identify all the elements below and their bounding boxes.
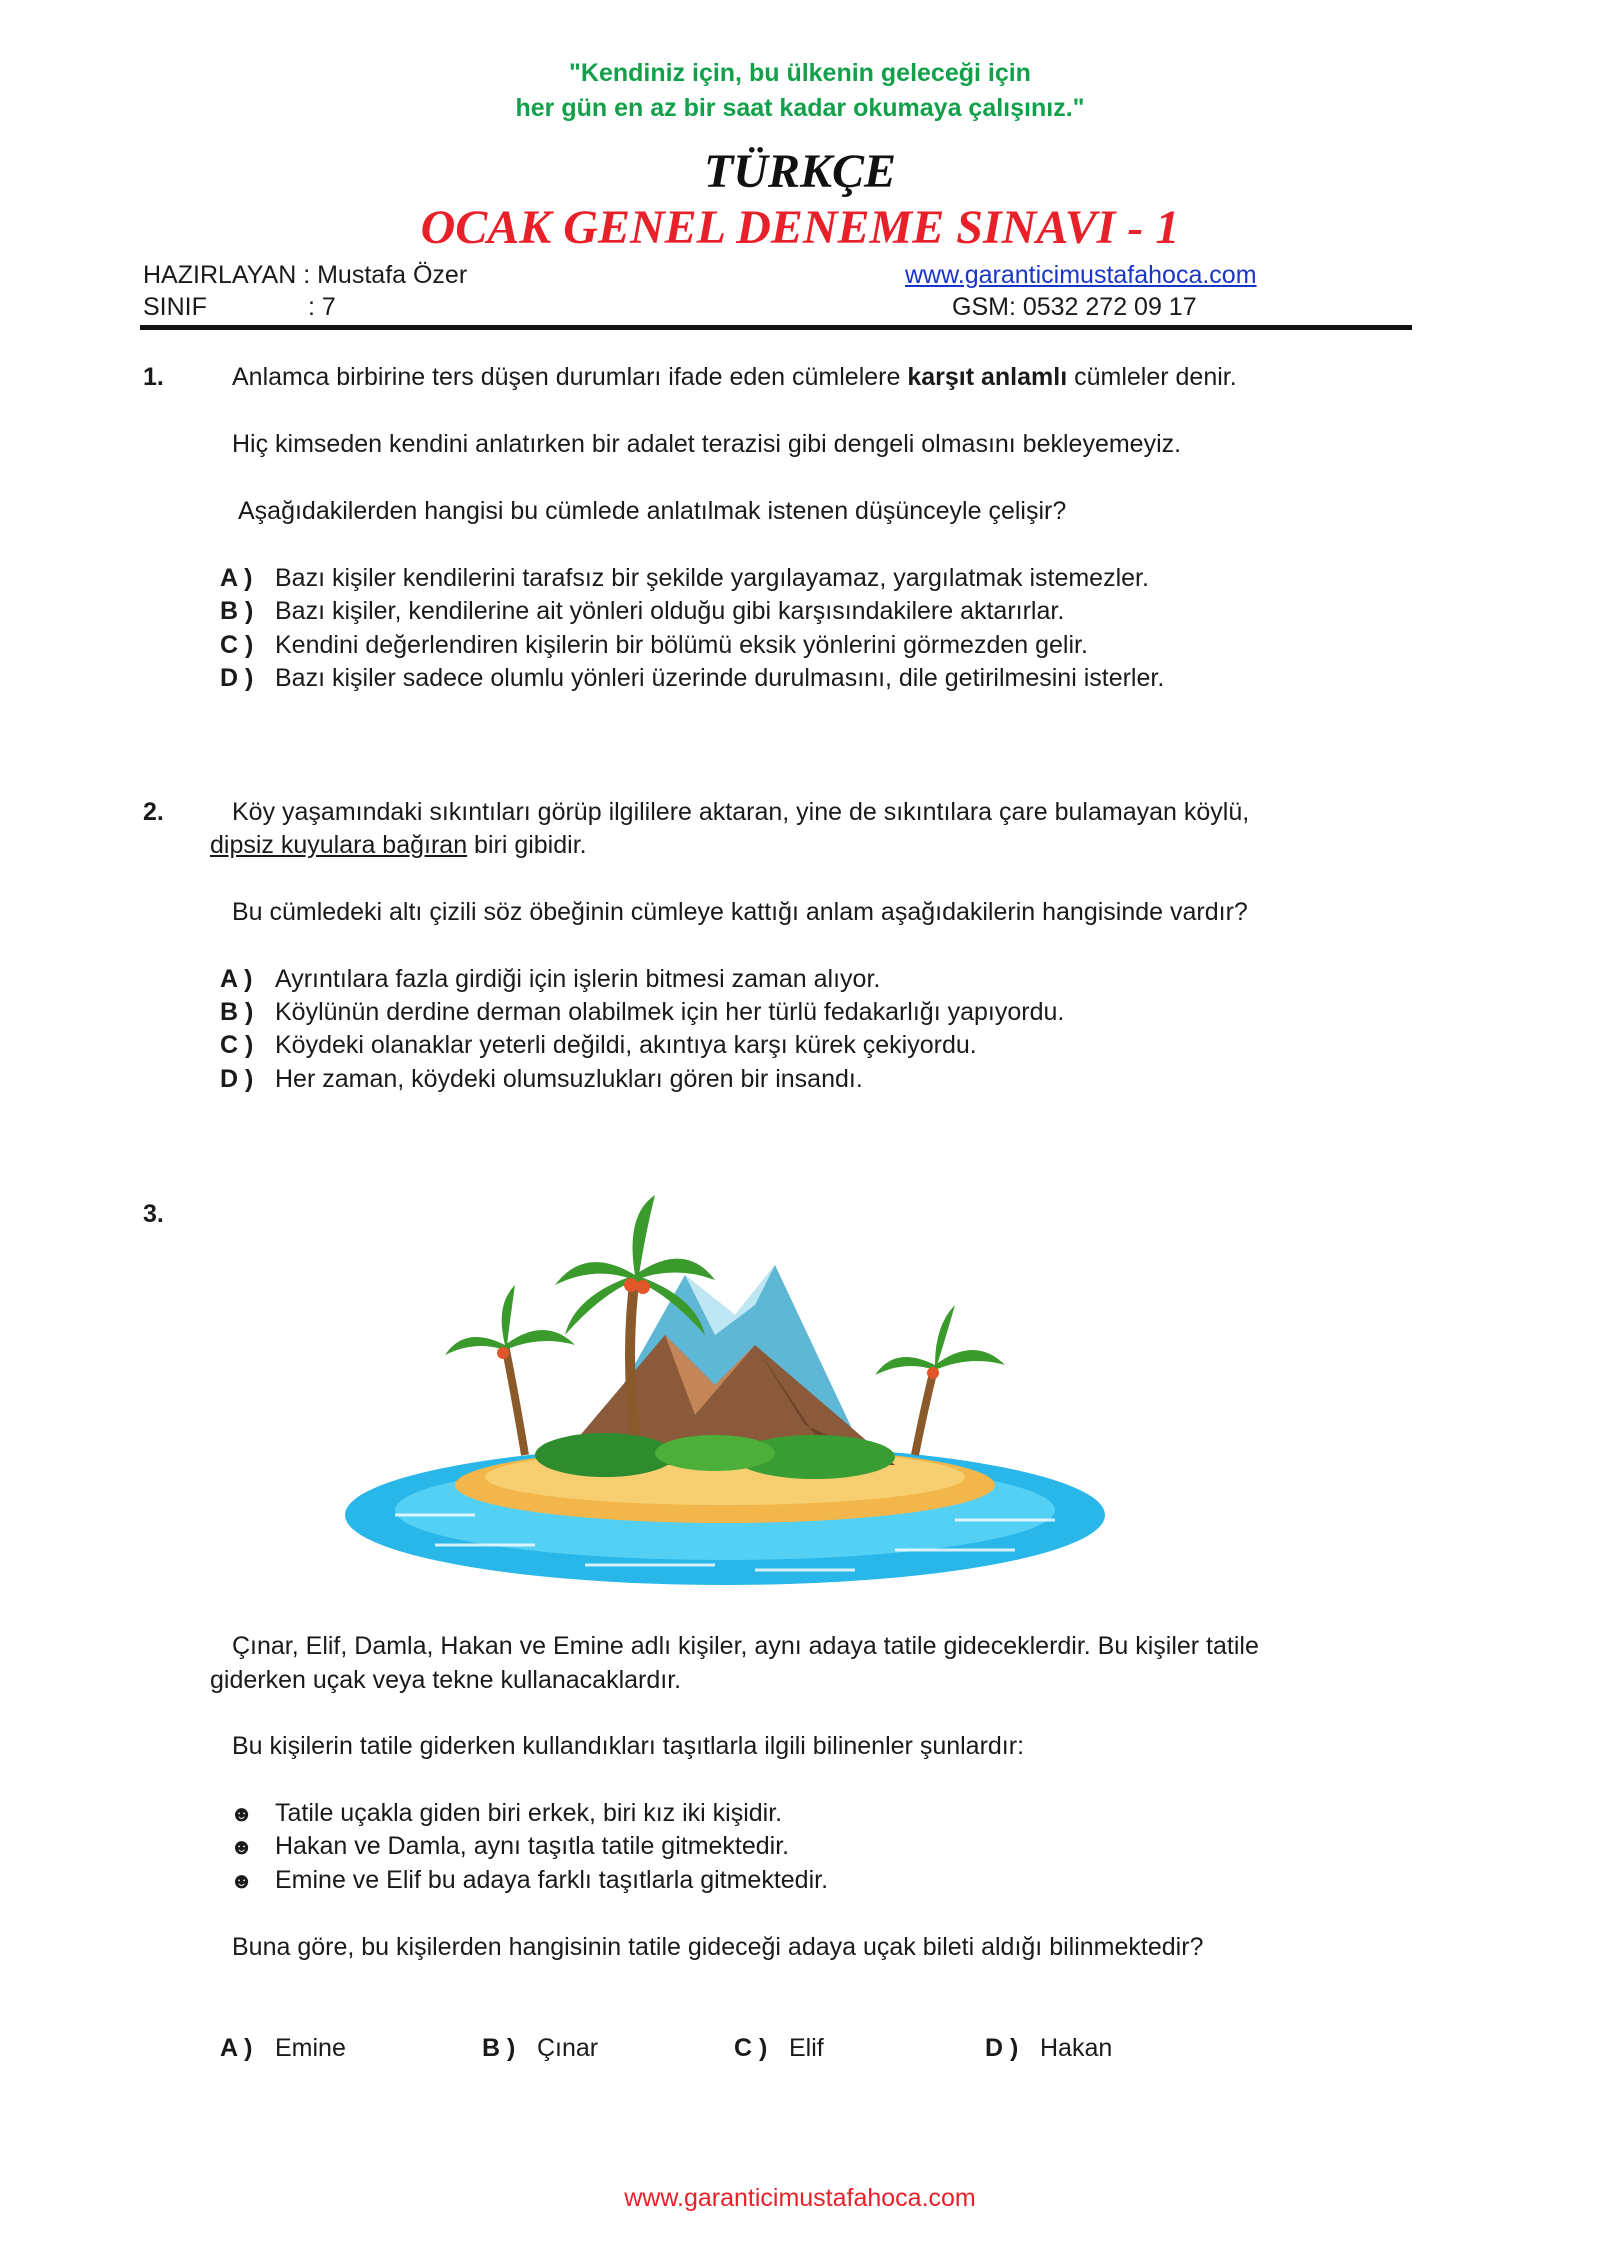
question-3-paragraph-line-2: giderken uçak veya tekne kullanacaklardır. <box>210 1666 682 1694</box>
option-text: Çınar <box>537 2034 599 2062</box>
question-2-option-c[interactable] <box>220 1031 977 1060</box>
question-2-option-a[interactable] <box>220 965 880 994</box>
question-2-prompt: Bu cümledeki altı çizili söz öbeğinin cümleye kattığı anlam aşağıdakilerin hangisinde vardır? <box>232 898 1248 926</box>
question-3-option-b[interactable] <box>482 2034 598 2063</box>
smiley-bullet-icon: ☻ <box>230 1801 254 1826</box>
question-2-number: 2. <box>143 798 164 826</box>
smiley-bullet-icon: ☻ <box>230 1868 254 1893</box>
smiley-bullet-icon: ☻ <box>230 1834 254 1859</box>
exam-title: OCAK GENEL DENEME SINAVI - 1 <box>420 201 1180 254</box>
question-3-paragraph-line-1: Çınar, Elif, Damla, Hakan ve Emine adlı kişiler, aynı adaya tatile gideceklerdir. Bu kişiler tatile <box>232 1632 1259 1660</box>
header-quote-line-1: "Kendiniz için, bu ülkenin geleceği için <box>569 59 1031 87</box>
clue-item <box>230 1799 782 1828</box>
option-letter: A ) <box>220 965 253 993</box>
question-1-option-b[interactable] <box>220 597 1064 626</box>
clue-text: Hakan ve Damla, aynı taşıtla tatile gitmektedir. <box>275 1832 790 1860</box>
option-text: Hakan <box>1040 2034 1113 2062</box>
question-2-line-2 <box>210 831 587 860</box>
option-letter: C ) <box>220 631 254 659</box>
option-text: Ayrıntılara fazla girdiği için işlerin bitmesi zaman alıyor. <box>275 965 881 993</box>
subject-title: TÜRKÇE <box>703 145 897 198</box>
option-text: Köydeki olanaklar yeterli değildi, akıntıya karşı kürek çekiyordu. <box>275 1031 977 1059</box>
question-3-prompt: Buna göre, bu kişilerden hangisinin tatile gideceği adaya uçak bileti aldığı bilinmektedir? <box>232 1933 1204 1961</box>
prepared-by: HAZIRLAYAN : Mustafa Özer <box>143 261 468 289</box>
question-3-option-d[interactable] <box>985 2034 1112 2063</box>
question-1-option-a[interactable] <box>220 564 1149 593</box>
option-text: Kendini değerlendiren kişilerin bir bölümü eksik yönlerini görmezden gelir. <box>275 631 1088 659</box>
option-text: Her zaman, köydeki olumsuzlukları gören bir insandı. <box>275 1065 863 1093</box>
question-3-option-c[interactable] <box>734 2034 824 2063</box>
option-letter: D ) <box>985 2034 1019 2062</box>
line-2-end: biri gibidir. <box>467 831 587 859</box>
option-letter: D ) <box>220 1065 254 1093</box>
intro-bold-term: karşıt anlamlı <box>907 363 1068 391</box>
question-1-option-c[interactable] <box>220 631 1088 660</box>
option-text: Bazı kişiler sadece olumlu yönleri üzerinde durulmasını, dile getirilmesini isterler. <box>275 664 1165 692</box>
clue-text: Emine ve Elif bu adaya farklı taşıtlarla gitmektedir. <box>275 1866 829 1894</box>
option-text: Köylünün derdine derman olabilmek için her türlü fedakarlığı yapıyordu. <box>275 998 1065 1026</box>
island-illustration <box>335 1185 1115 1605</box>
option-letter: D ) <box>220 664 254 692</box>
option-text: Bazı kişiler kendilerini tarafsız bir şekilde yargılayamaz, yargılatmak istemezler. <box>275 564 1149 592</box>
header-divider <box>140 325 1412 330</box>
option-text: Elif <box>789 2034 824 2062</box>
option-letter: A ) <box>220 564 253 592</box>
option-letter: B ) <box>482 2034 516 2062</box>
option-text: Emine <box>275 2034 346 2062</box>
question-3-option-a[interactable] <box>220 2034 346 2063</box>
question-2-option-d[interactable] <box>220 1065 863 1094</box>
option-letter: C ) <box>220 1031 254 1059</box>
option-text: Bazı kişiler, kendilerine ait yönleri olduğu gibi karşısındakilere aktarırlar. <box>275 597 1065 625</box>
question-2-option-b[interactable] <box>220 998 1064 1027</box>
clue-item <box>230 1866 828 1895</box>
intro-text: Anlamca birbirine ters düşen durumları ifade eden cümlelere <box>232 363 908 391</box>
option-letter: B ) <box>220 998 254 1026</box>
question-1-prompt: Aşağıdakilerden hangisi bu cümlede anlatılmak istenen düşünceyle çelişir? <box>238 497 1067 525</box>
question-3-number: 3. <box>143 1200 164 1228</box>
footer-website[interactable]: www.garanticimustafahoca.com <box>624 2184 976 2212</box>
option-letter: B ) <box>220 597 254 625</box>
option-letter: A ) <box>220 2034 253 2062</box>
website-link[interactable]: www.garanticimustafahoca.com <box>905 261 1257 289</box>
class-value: : 7 <box>308 293 336 321</box>
clue-text: Tatile uçakla giden biri erkek, biri kız iki kişidir. <box>275 1799 783 1827</box>
intro-text-end: cümleler denir. <box>1067 363 1237 391</box>
question-1-number: 1. <box>143 363 164 391</box>
question-2-line-1: Köy yaşamındaki sıkıntıları görüp ilgililere aktaran, yine de sıkıntılara çare bulamayan köylü, <box>232 798 1250 826</box>
header-quote-line-2: her gün en az bir saat kadar okumaya çalışınız." <box>515 94 1085 122</box>
gsm-number: GSM: 0532 272 09 17 <box>952 293 1197 321</box>
underlined-phrase: dipsiz kuyulara bağıran <box>210 831 468 859</box>
clue-item <box>230 1832 789 1861</box>
question-1-option-d[interactable] <box>220 664 1164 693</box>
question-1-sentence: Hiç kimseden kendini anlatırken bir adalet terazisi gibi dengeli olmasını bekleyemeyiz. <box>232 430 1182 458</box>
class-label: SINIF <box>143 293 207 321</box>
question-3-known-intro: Bu kişilerin tatile giderken kullandıkları taşıtlarla ilgili bilinenler şunlardır: <box>232 1732 1025 1760</box>
question-1-intro <box>232 363 1237 392</box>
option-letter: C ) <box>734 2034 768 2062</box>
